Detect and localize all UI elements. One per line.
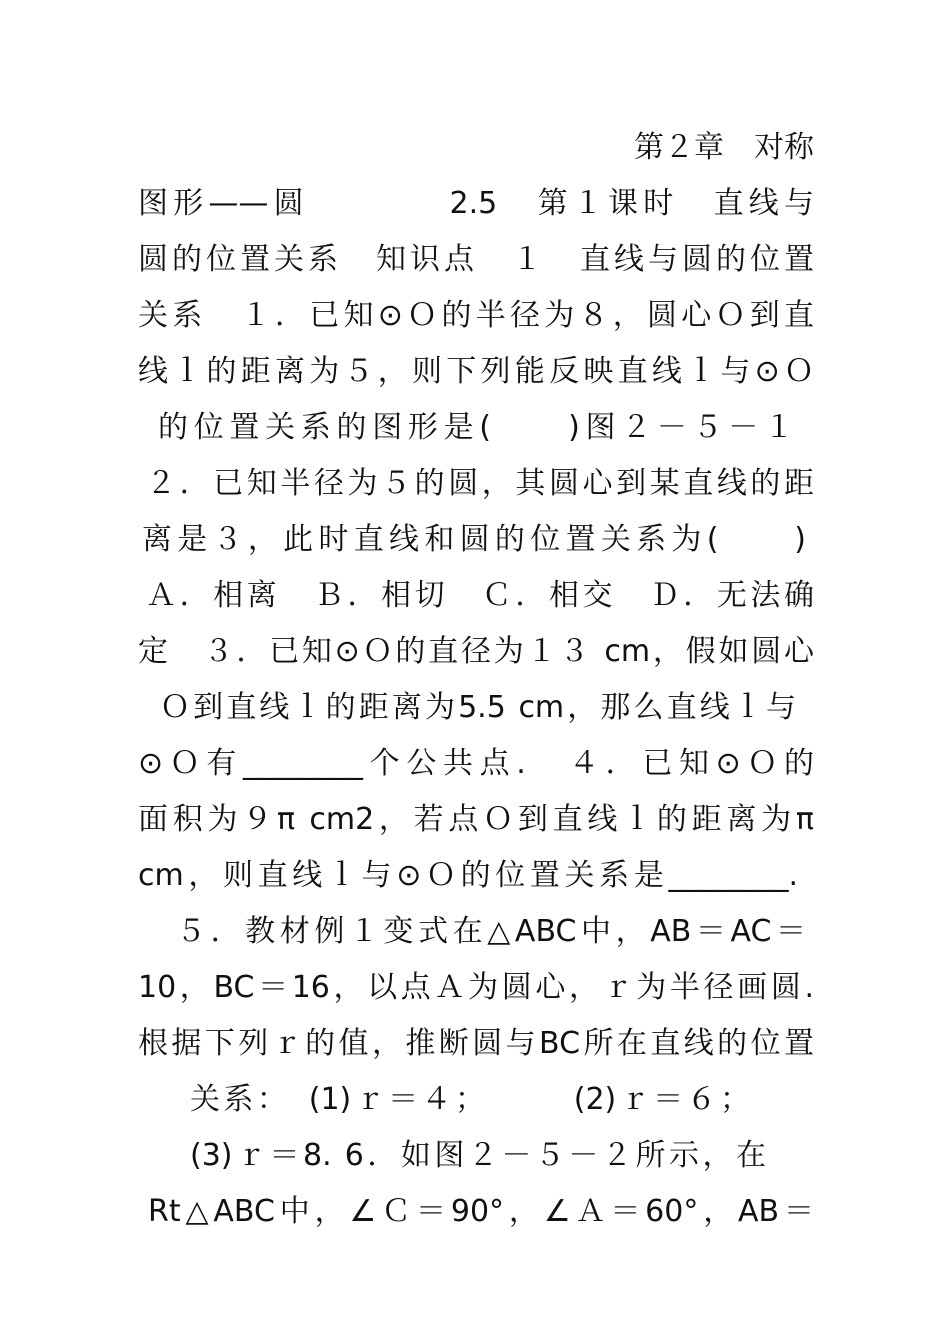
text-line-1: 第２章 对称: [634, 130, 814, 165]
text-line-20: Rt△ABC中，∠Ｃ＝90°，∠Ａ＝60°，AB＝: [148, 1194, 814, 1229]
text-line-14: cm，则直线ｌ与⊙Ｏ的位置关系是________.: [138, 858, 798, 893]
text-line-3: 圆的位置关系 知识点 １ 直线与圆的位置: [138, 242, 814, 277]
text-line-18: 关系： (1)ｒ＝４； (2)ｒ＝６；: [190, 1082, 750, 1117]
text-line-5: 线ｌ的距离为５，则下列能反映直线ｌ与⊙Ｏ: [138, 354, 814, 389]
text-line-11: Ｏ到直线ｌ的距离为5.5 cm，那么直线ｌ与: [160, 690, 796, 725]
text-line-6: 的位置关系的图形是( )图２－５－１: [158, 410, 794, 445]
text-line-16: 10，BC＝16，以点Ａ为圆心，ｒ为半径画圆.: [138, 970, 814, 1005]
text-line-7: ２．已知半径为５的圆，其圆心到某直线的距: [146, 466, 814, 501]
text-line-12: ⊙Ｏ有________个公共点. ４．已知⊙Ｏ的: [138, 746, 814, 781]
text-line-17: 根据下列ｒ的值，推断圆与BC所在直线的位置: [138, 1026, 814, 1061]
text-line-19: (3)ｒ＝8. 6．如图２－５－２所示，在: [190, 1138, 766, 1173]
text-line-8: 离是３，此时直线和圆的位置关系为( ): [142, 522, 806, 557]
text-line-9: Ａ．相离 Ｂ．相切 Ｃ．相交 Ｄ．无法确: [146, 578, 814, 613]
text-line-4: 关系 １．已知⊙Ｏ的半径为８，圆心Ｏ到直: [138, 298, 814, 333]
text-line-10: 定 ３．已知⊙Ｏ的直径为１３ cm，假如圆心: [138, 634, 814, 669]
text-line-13: 面积为９π cm2，若点Ｏ到直线ｌ的距离为π: [138, 802, 814, 837]
text-line-15: ５．教材例１变式在△ABC中，AB＝AC＝: [176, 914, 806, 949]
text-line-2: 图形——圆 2.5 第１课时 直线与: [138, 186, 814, 221]
